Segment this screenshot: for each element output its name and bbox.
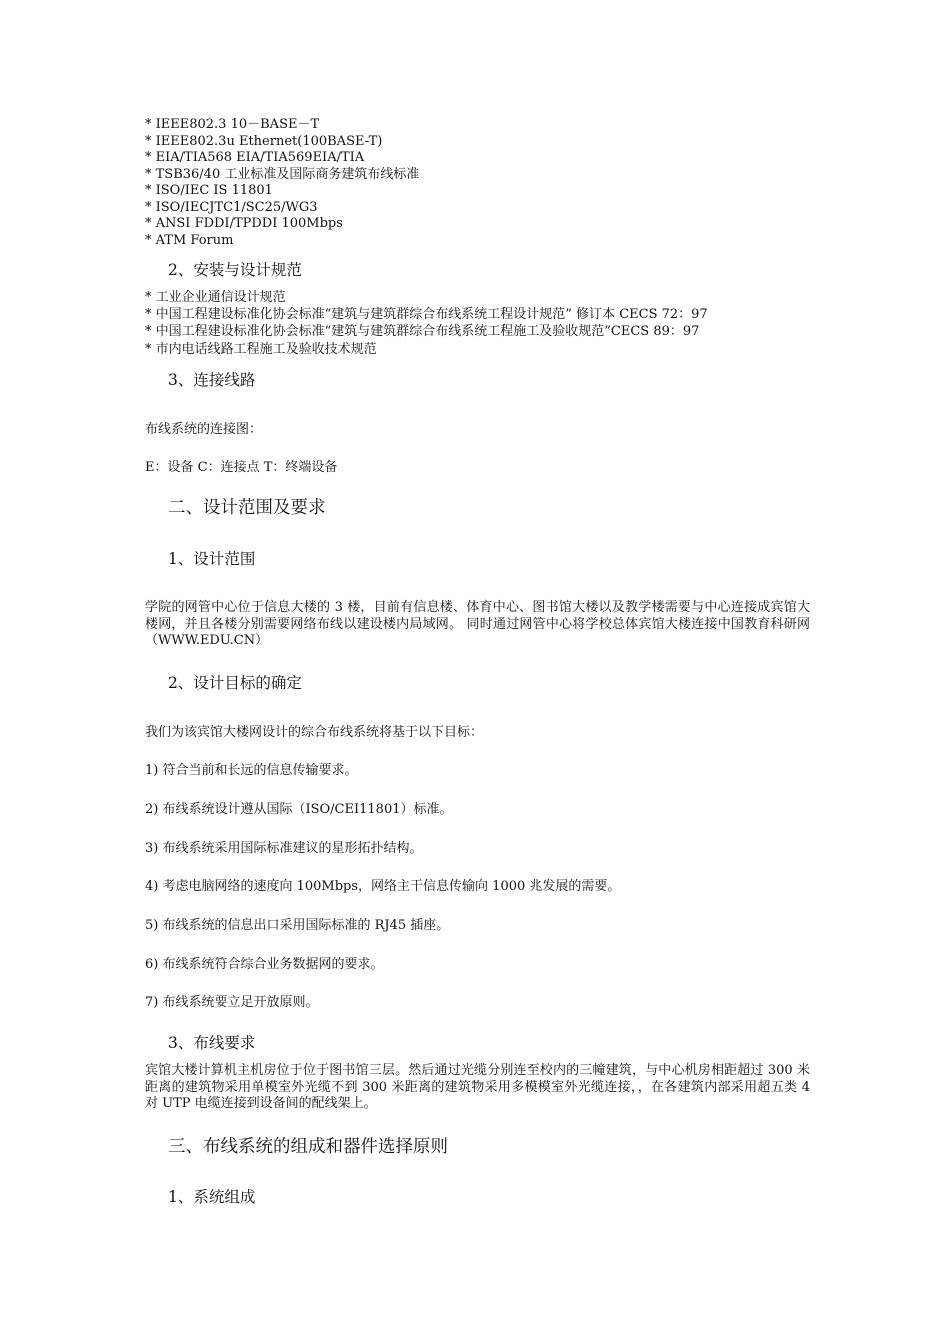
heading-design-goals: 2、设计目标的确定 xyxy=(168,674,302,692)
connection-legend: E：设备 C：连接点 T：终端设备 xyxy=(145,460,338,475)
standard-item: * EIA/TIA568 EIA/TIA569EIA/TIA xyxy=(145,150,365,165)
goal-item: 4) 考虑电脑网络的速度向 100Mbps，网络主干信息传输向 1000 兆发展的需要。 xyxy=(145,879,621,894)
section-2-title: 二、设计范围及要求 xyxy=(168,498,326,518)
scope-paragraph: 学院的网管中心位于信息大楼的 3 楼，目前有信息楼、体育中心、图书馆大楼以及教学楼需要与中心连接成宾馆大楼网，并且各楼分别需要网络布线以建设楼内局域网。 同时通过网管中心将学校总体宾馆大楼连接中国教育科研网（WWW.EDU.CN） xyxy=(145,600,810,648)
standard-item: * ISO/IEC IS 11801 xyxy=(145,183,273,198)
install-spec-item: * 中国工程建设标准化协会标准“建筑与建筑群综合布线系统工程施工及验收规范”CECS 89：97 xyxy=(145,324,700,339)
heading-connection: 3、连接线路 xyxy=(168,371,256,389)
standard-item: * IEEE802.3u Ethernet(100BASE-T) xyxy=(145,134,383,149)
standard-item: * IEEE802.3 10－BASE－T xyxy=(145,117,320,132)
standard-item: * ISO/IECJTC1/SC25/WG3 xyxy=(145,200,318,215)
install-spec-item: * 中国工程建设标准化协会标准“建筑与建筑群综合布线系统工程设计规范” 修订本 CECS 72：97 xyxy=(145,307,708,322)
goal-item: 3) 布线系统采用国际标准建议的星形拓扑结构。 xyxy=(145,841,423,856)
install-spec-item: * 市内电话线路工程施工及验收技术规范 xyxy=(145,342,377,357)
install-spec-item: * 工业企业通信设计规范 xyxy=(145,290,286,305)
section-3-title: 三、布线系统的组成和器件选择原则 xyxy=(168,1137,448,1157)
goal-item: 7) 布线系统要立足开放原则。 xyxy=(145,995,319,1010)
heading-cabling-requirements: 3、布线要求 xyxy=(168,1034,256,1052)
goal-item: 2) 布线系统设计遵从国际（ISO/CEI11801）标准。 xyxy=(145,802,453,817)
standard-item: * TSB36/40 工业标准及国际商务建筑布线标准 xyxy=(145,167,420,182)
requirements-paragraph: 宾馆大楼计算机主机房位于位于图书馆三层。然后通过光缆分别连至校内的三幢建筑，与中心机房相距超过 300 米距离的建筑物采用单模室外光缆不到 300 米距离的建筑物采用多模模室外光缆连接，，在各建筑内部采用超五类 4 对 UTP 电缆连接到设备间的配线架上。 xyxy=(145,1063,810,1111)
standard-item: * ANSI FDDI/TPDDI 100Mbps xyxy=(145,216,343,231)
standard-item: * ATM Forum xyxy=(145,233,234,248)
goals-intro: 我们为该宾馆大楼网设计的综合布线系统将基于以下目标： xyxy=(145,725,484,740)
goal-item: 5) 布线系统的信息出口采用国际标准的 RJ45 插座。 xyxy=(145,918,450,933)
heading-install-design-spec: 2、安装与设计规范 xyxy=(168,261,302,279)
goal-item: 1) 符合当前和长远的信息传输要求。 xyxy=(145,763,358,778)
connection-diagram-caption: 布线系统的连接图： xyxy=(145,422,263,437)
goal-item: 6) 布线系统符合综合业务数据网的要求。 xyxy=(145,957,384,972)
heading-design-scope: 1、设计范围 xyxy=(168,550,256,568)
heading-system-composition: 1、系统组成 xyxy=(168,1188,256,1206)
